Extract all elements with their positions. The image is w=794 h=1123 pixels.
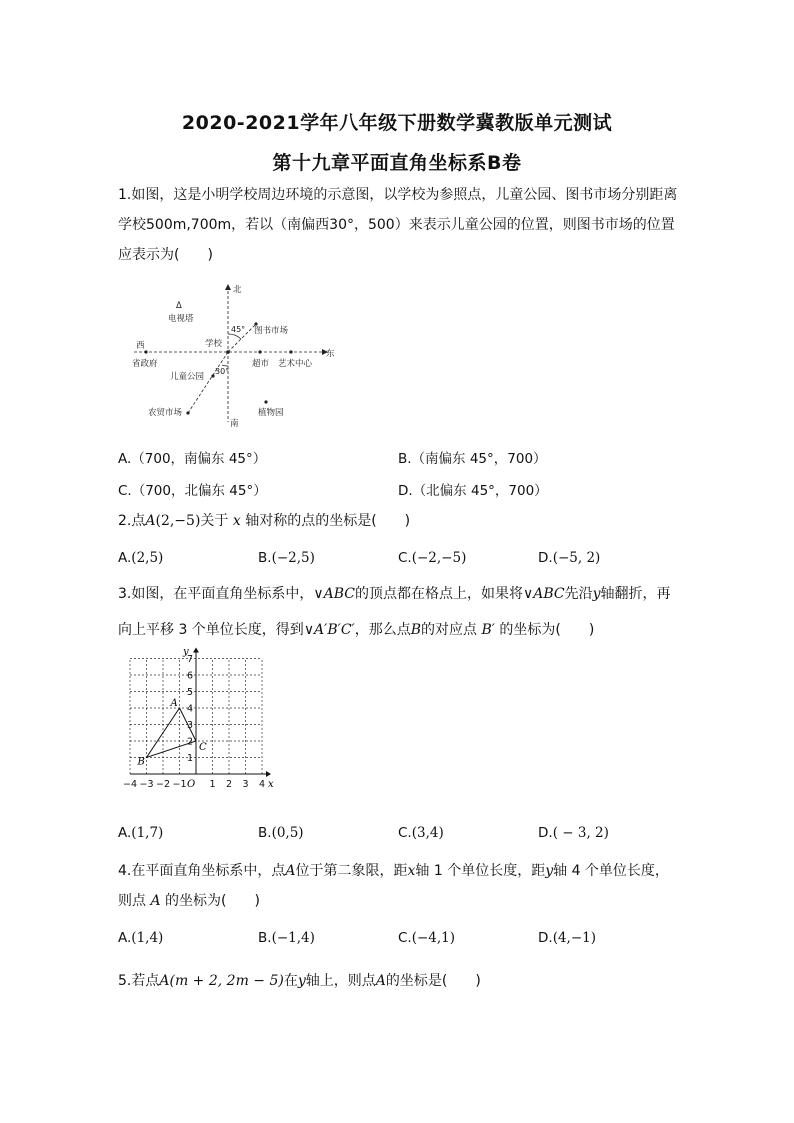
- vertex-c-label: C: [199, 742, 207, 753]
- question-5-stem: 5.若点A(m + 2, 2m − 5)在y轴上，则点A的坐标是( ): [118, 973, 481, 989]
- x-tick-label: −1: [172, 779, 187, 790]
- vertex-b-label: B: [137, 756, 145, 768]
- x-tick-label: 1: [209, 779, 216, 790]
- q3-coordinate-grid: [122, 646, 286, 804]
- grid-x-axis-label: x: [268, 779, 274, 790]
- q2-option-b[interactable]: B.(−2,5): [258, 550, 315, 566]
- map-botanical-label: 植物园: [258, 408, 284, 418]
- y-axis-arrow: [193, 648, 199, 653]
- map-angle-30-label: 30°: [215, 367, 230, 376]
- map-west-label: 西: [136, 341, 145, 351]
- q1-option-d[interactable]: D.（北偏东 45°，700）: [398, 483, 548, 499]
- q4-option-b[interactable]: B.(−1,4): [258, 930, 315, 946]
- map-east-label: 东: [326, 349, 335, 359]
- map-park-label: 儿童公园: [170, 372, 205, 382]
- page-subtitle: 第十九章平面直角坐标系B卷: [272, 152, 522, 174]
- triangle-abc: [147, 708, 197, 758]
- map-south-label: 南: [230, 419, 239, 429]
- x-axis-arrow: [266, 771, 271, 777]
- question-1-stem: 1.如图，这是小明学校周边环境的示意图，以学校为参照点，儿童公园、图书市场分别距离学校500m,700m，若以（南偏西30°，500）来表示儿童公园的位置，则图书市场的位置应表示为( ): [118, 187, 678, 263]
- q1-option-a[interactable]: A.（700，南偏东 45°）: [118, 451, 267, 467]
- page-title: 2020-2021学年八年级下册数学冀教版单元测试: [181, 112, 613, 134]
- y-tick-label: 6: [187, 670, 194, 682]
- q4-option-c[interactable]: C.(−4,1): [398, 930, 456, 946]
- map-north-label: 北: [233, 285, 242, 295]
- map-farm-market-label: 农贸市场: [148, 408, 183, 418]
- map-book-market-label: 图书市场: [254, 326, 289, 336]
- question-2-stem: 2.点A(2,−5)关于 x 轴对称的点的坐标是( ): [118, 513, 411, 529]
- q1-map-figure: [128, 282, 344, 429]
- map-tower-icon: Δ: [176, 301, 182, 311]
- grid-origin-label: O: [187, 779, 196, 790]
- q1-option-b[interactable]: B.（南偏东 45°，700）: [398, 451, 547, 467]
- y-tick-label: 2: [187, 736, 194, 748]
- map-tv-tower-label: 电视塔: [168, 314, 194, 324]
- question-3-stem: 3.如图，在平面直角坐标系中，∨ABC的顶点都在格点上，如果将∨ABC先沿y轴翻折，再向上平移 3 个单位长度，得到∨A′B′C′，那么点B的对应点 B′ 的坐标为( ): [118, 586, 671, 638]
- y-tick-label: 3: [187, 720, 194, 731]
- x-tick-label: −3: [139, 779, 154, 790]
- x-tick-label: 3: [242, 779, 249, 790]
- map-school-label: 学校: [205, 339, 223, 349]
- question-4-stem: 4.在平面直角坐标系中，点A位于第二象限，距x轴 1 个单位长度，距y轴 4 个单位长度，则点 A 的坐标为( ): [118, 863, 669, 909]
- map-art-center-label: 艺术中心: [278, 359, 313, 369]
- q2-option-d[interactable]: D.(−5, 2): [538, 550, 601, 566]
- q3-option-b[interactable]: B.(0,5): [258, 825, 304, 841]
- y-tick-label: 7: [187, 654, 194, 665]
- x-tick-label: 4: [259, 779, 266, 790]
- q1-option-c[interactable]: C.（700，北偏东 45°）: [118, 483, 267, 499]
- q3-option-c[interactable]: C.(3,4): [398, 825, 444, 841]
- q2-option-a[interactable]: A.(2,5): [118, 550, 164, 566]
- map-gov-label: 省政府: [132, 359, 158, 369]
- q4-option-a[interactable]: A.(1,4): [118, 930, 164, 946]
- grid-y-axis-label: y: [183, 646, 189, 658]
- q2-option-c[interactable]: C.(−2,−5): [398, 550, 467, 566]
- vertex-a-label: A: [170, 698, 178, 709]
- q4-option-d[interactable]: D.(4,−1): [538, 930, 597, 946]
- x-tick-label: −4: [123, 779, 138, 790]
- x-tick-label: −2: [156, 779, 171, 790]
- x-tick-label: 2: [226, 779, 233, 790]
- y-tick-label: 4: [187, 703, 194, 715]
- q3-option-a[interactable]: A.(1,7): [118, 825, 164, 841]
- map-supermarket-label: 超市: [252, 359, 270, 369]
- map-angle-45-label: 45°: [231, 325, 246, 334]
- q3-option-d[interactable]: D.( − 3, 2): [538, 825, 609, 841]
- y-tick-label: 1: [187, 753, 194, 764]
- y-tick-label: 5: [187, 687, 194, 698]
